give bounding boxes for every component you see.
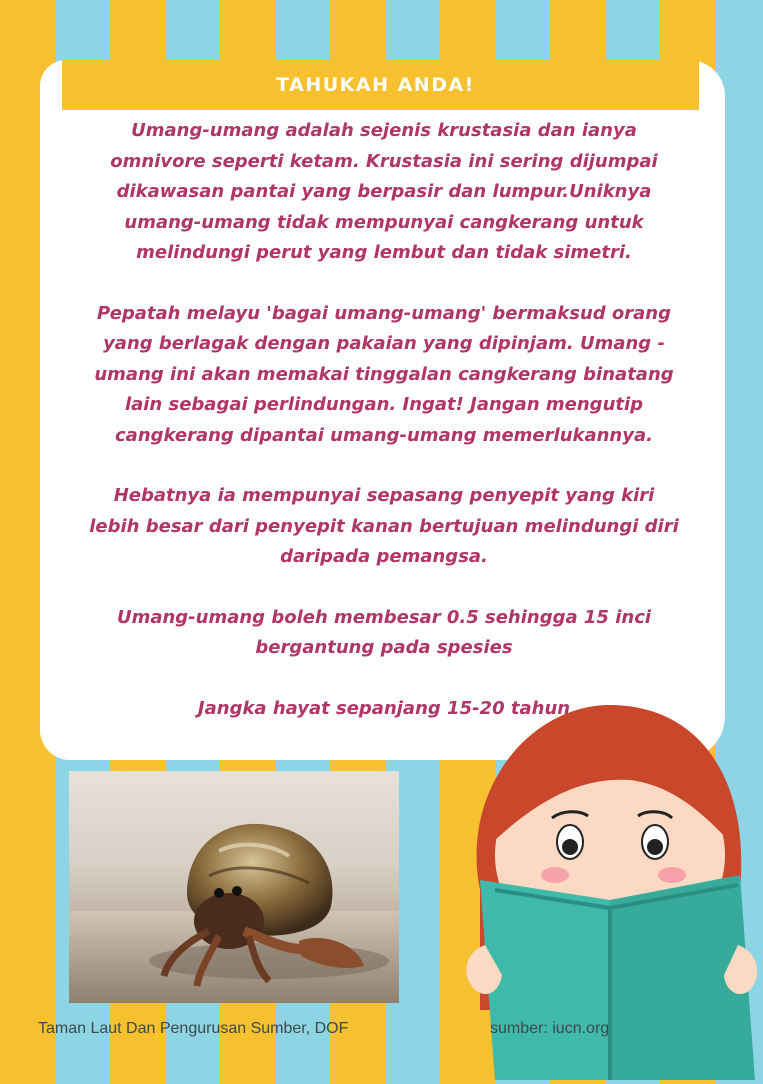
text-line: daripada pemangsa. [280, 546, 488, 567]
text-line: dikawasan pantai yang berpasir dan lumpur.Uniknya [116, 181, 652, 202]
text-line: omnivore seperti ketam. Krustasia ini sering dijumpai [110, 150, 658, 172]
text-line: Pepatah melayu 'bagai umang-umang' bermaksud orang [96, 302, 672, 324]
hermit-crab-photo [69, 771, 399, 1003]
title-banner [62, 60, 699, 110]
page-title: TAHUKAH ANDA! [276, 74, 475, 96]
footer-source: sumber: iucn.org [490, 1020, 610, 1037]
text-line: Jangka hayat sepanjang 15-20 tahun [197, 697, 571, 719]
hermit-crab-icon [69, 771, 399, 1003]
paragraph-4 [64, 603, 704, 664]
paragraph-2 [64, 299, 704, 452]
text-line: Hebatnya ia mempunyai sepasang penyepit yang kiri [113, 485, 655, 506]
text-line: bergantung pada spesies [255, 637, 513, 658]
footer-credit: Taman Laut Dan Pengurusan Sumber, DOF [38, 1020, 349, 1037]
text-line: lebih besar dari penyepit kanan bertujuan melindungi diri [89, 515, 679, 537]
text-line: yang berlagak dengan pakaian yang dipinjam. Umang - [103, 333, 665, 354]
text-line: melindungi perut yang lembut dan tidak simetri. [136, 242, 632, 263]
paragraph-1 [64, 116, 704, 269]
fact-text [64, 116, 704, 724]
text-line: lain sebagai perlindungan. Ingat! Jangan mengutip [124, 394, 644, 415]
paragraph-3 [64, 481, 704, 573]
text-line: umang ini akan memakai tinggalan cangkerang binatang [94, 363, 674, 385]
text-line: cangkerang dipantai umang-umang memerlukannya. [115, 424, 653, 446]
text-line: Umang-umang boleh membesar 0.5 sehingga 15 inci [116, 606, 652, 628]
text-line: Umang-umang adalah sejenis krustasia dan ianya [131, 120, 637, 141]
text-line: umang-umang tidak mempunyai cangkerang untuk [124, 211, 644, 233]
